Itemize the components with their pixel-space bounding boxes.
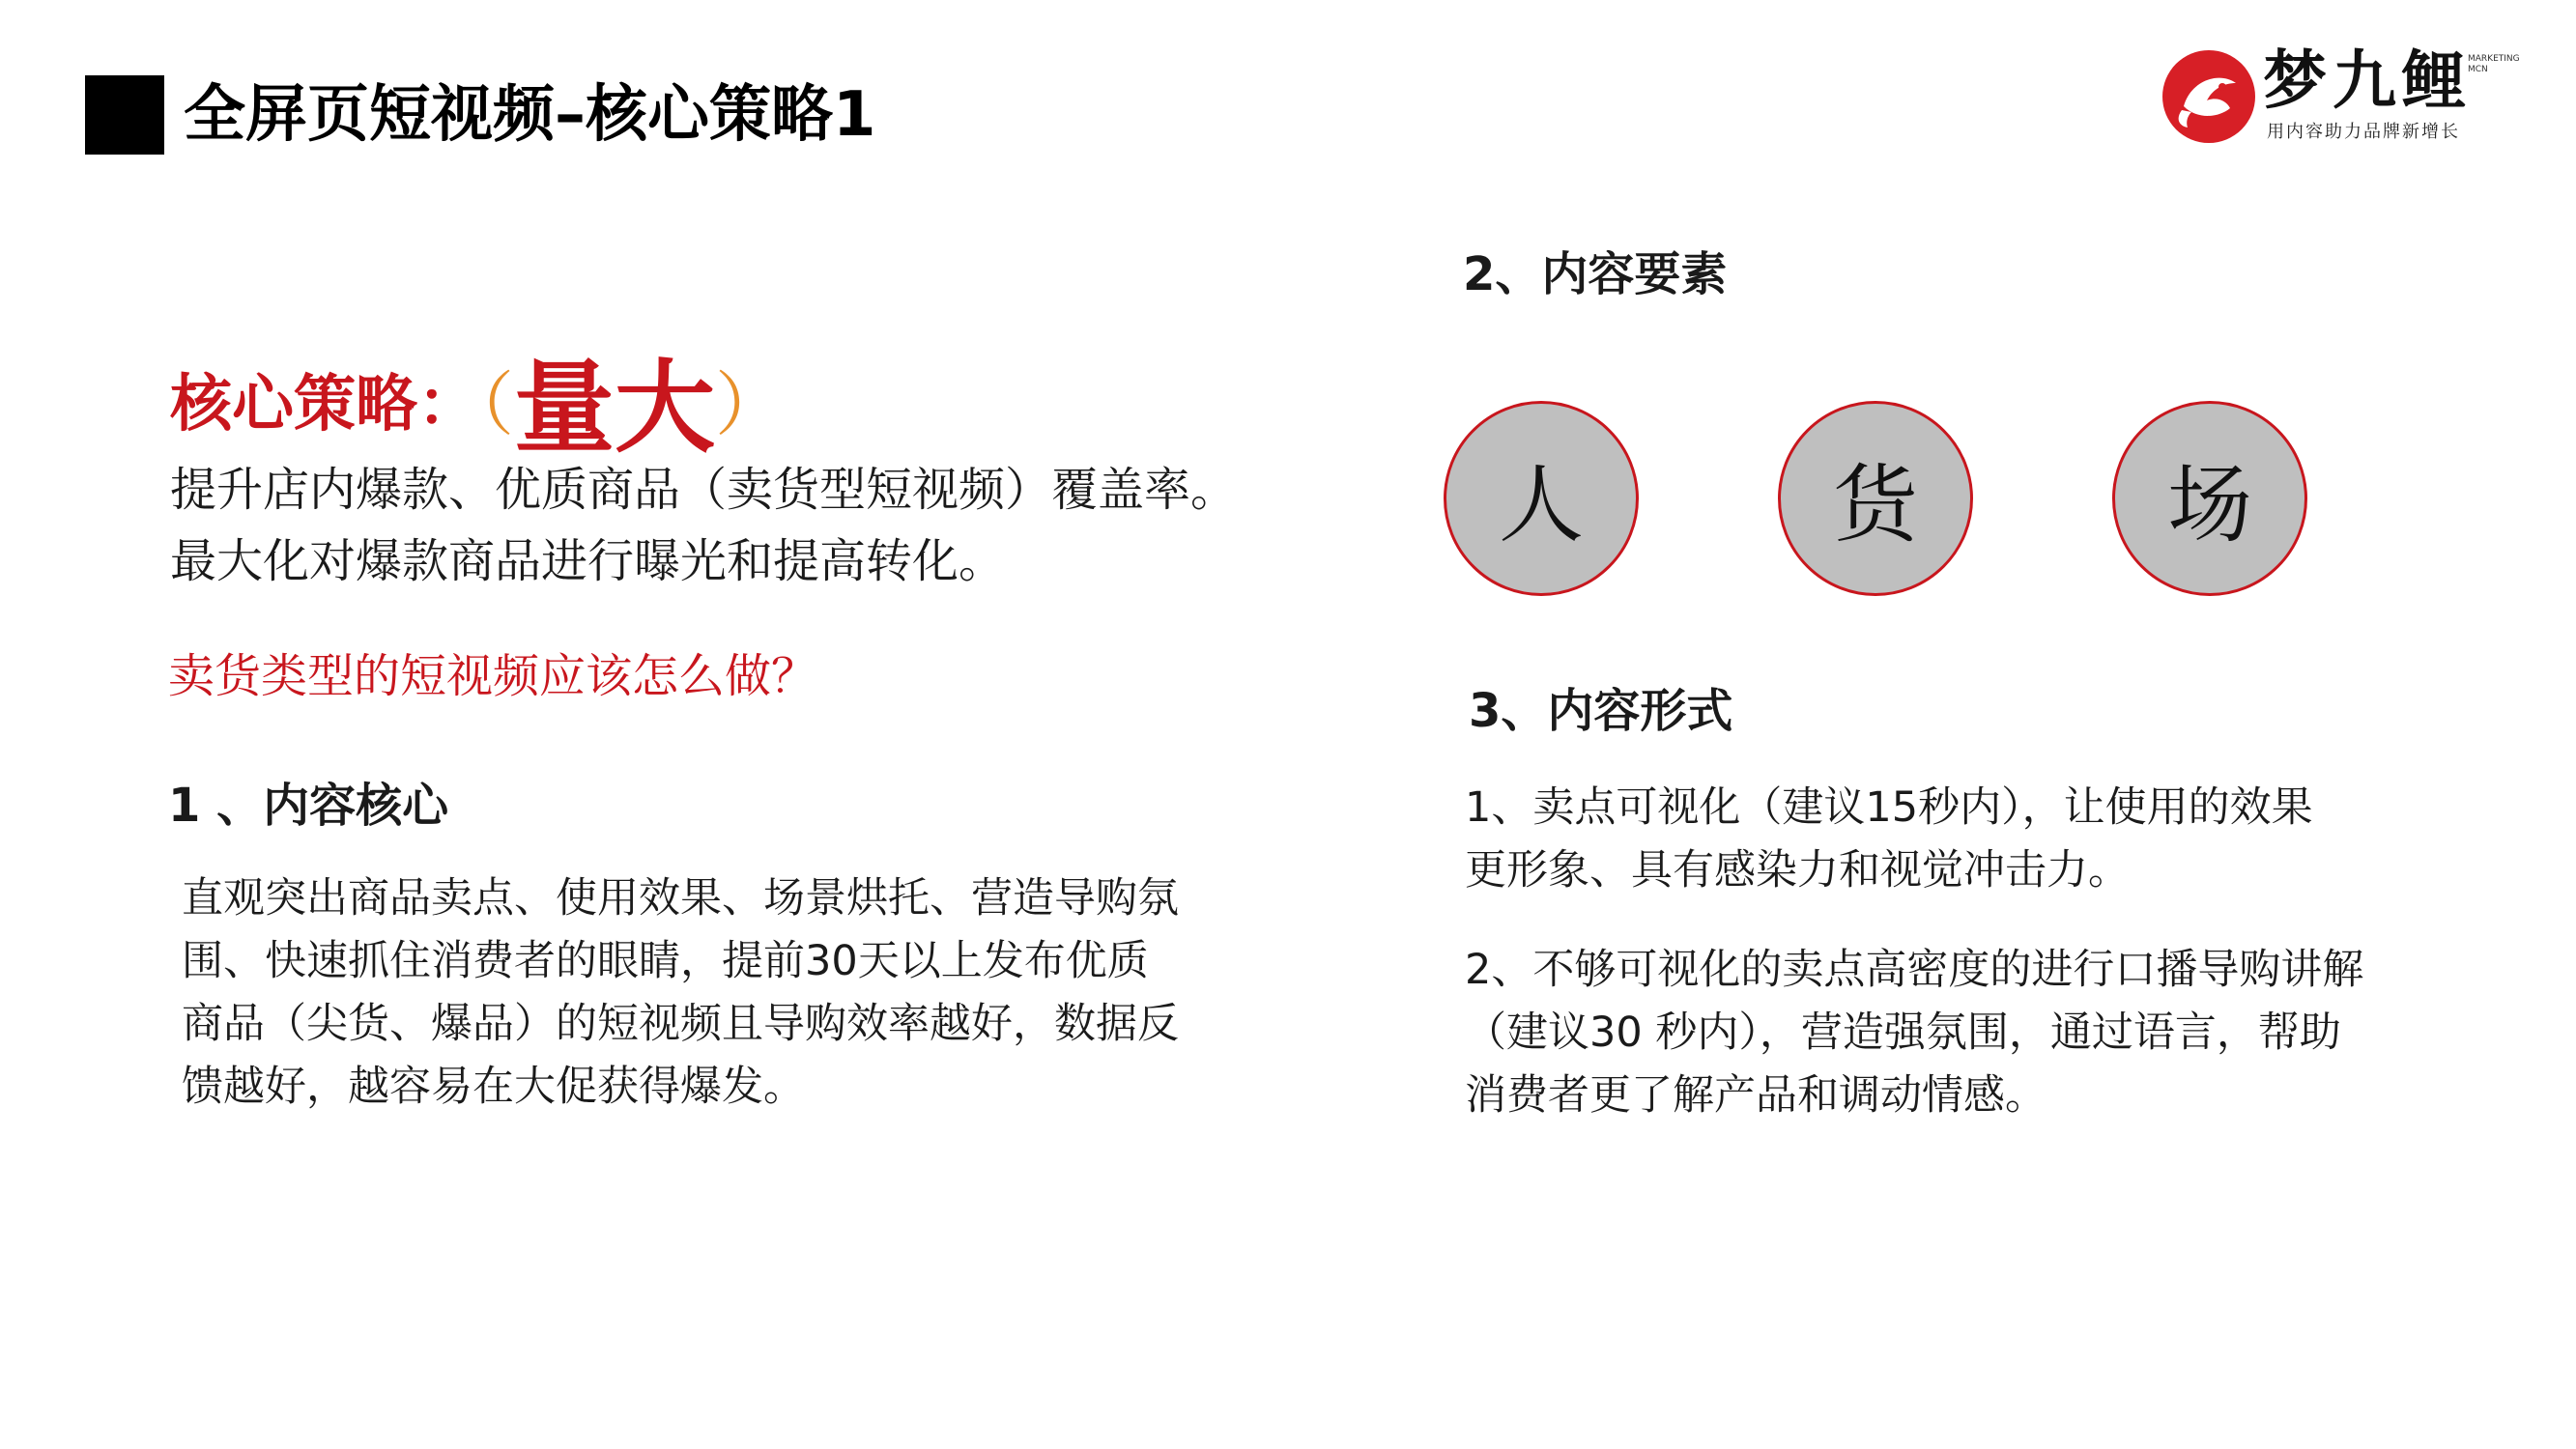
question-heading: 卖货类型的短视频应该怎么做？ bbox=[168, 649, 818, 703]
paren-close: ） bbox=[715, 364, 786, 445]
body-line: 1、卖点可视化（建议15秒内），让使用的效果 bbox=[1465, 783, 2313, 832]
element-circle-goods: 货 bbox=[1778, 401, 1973, 596]
lead-line: 提升店内爆款、优质商品（卖货型短视频）覆盖率。 bbox=[170, 463, 1238, 517]
brand-logo bbox=[2162, 43, 2530, 153]
logo-english-line1: MARKETING bbox=[2468, 54, 2520, 64]
logo-slogan: 用内容助力品牌新增长 bbox=[2267, 122, 2460, 142]
paren-open: （ bbox=[479, 364, 515, 445]
element-circle-scene: 场 bbox=[2112, 401, 2307, 596]
koi-fish-icon bbox=[2162, 50, 2255, 143]
section3-item2 bbox=[1465, 939, 2363, 1127]
body-line: 商品（尖货、爆品）的短视频且导购效率越好，数据反 bbox=[182, 1000, 1179, 1048]
body-line: 2、不够可视化的卖点高密度的进行口播导购讲解 bbox=[1465, 946, 2364, 994]
core-strategy-keyword: 量大 bbox=[514, 349, 716, 467]
element-circle-person: 人 bbox=[1444, 401, 1639, 596]
lead-line: 最大化对爆款商品进行曝光和提高转化。 bbox=[170, 534, 1006, 588]
body-line: （建议30 秒内），营造强氛围，通过语言，帮助 bbox=[1465, 1009, 2341, 1057]
section1-body bbox=[182, 867, 1179, 1119]
section3-item1 bbox=[1465, 777, 2313, 902]
logo-english-line2: MCN bbox=[2468, 65, 2488, 74]
logo-english-tag bbox=[2468, 54, 2520, 75]
section3-title: 3、内容形式 bbox=[1469, 684, 1733, 738]
body-line: 围、快速抓住消费者的眼睛，提前30天以上发布优质 bbox=[182, 937, 1149, 985]
page-title: 全屏页短视频–核心策略1 bbox=[184, 79, 876, 151]
title-square-marker bbox=[85, 75, 164, 155]
lead-paragraph bbox=[170, 454, 1237, 597]
body-line: 更形象、具有感染力和视觉冲击力。 bbox=[1465, 846, 2130, 895]
core-strategy-label: 核心策略： bbox=[170, 369, 479, 440]
body-line: 馈越好，越容易在大促获得爆发。 bbox=[182, 1063, 805, 1111]
body-line: 直观突出商品卖点、使用效果、场景烘托、营造导购氛 bbox=[182, 874, 1179, 923]
logo-brand-name: 梦九鲤 bbox=[2263, 43, 2472, 118]
section1-title: 1 、内容核心 bbox=[168, 779, 449, 833]
core-strategy-line bbox=[170, 327, 786, 467]
body-line: 消费者更了解产品和调动情感。 bbox=[1465, 1071, 2046, 1120]
section2-title: 2、内容要素 bbox=[1463, 247, 1728, 301]
